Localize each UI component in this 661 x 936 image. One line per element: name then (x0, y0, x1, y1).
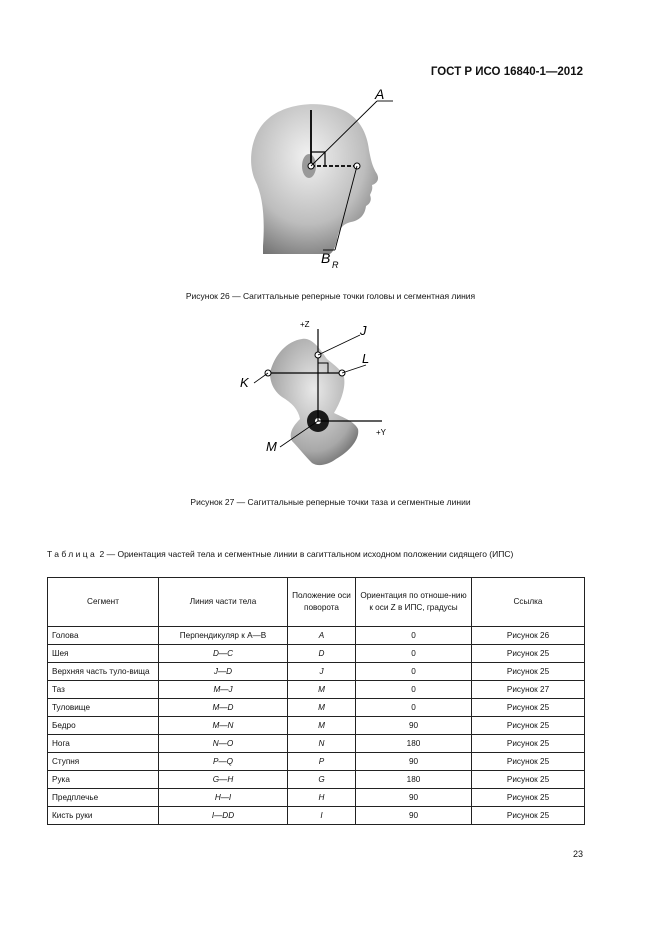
label-b-subscript: R (332, 260, 339, 270)
label-j: J (360, 323, 367, 338)
orientation-table (47, 577, 585, 825)
label-m: M (266, 439, 277, 454)
cell-body-line: N—O (159, 735, 288, 753)
figure-26-head-illustration (225, 88, 415, 270)
axis-z-label: +Z (300, 320, 310, 329)
cell-segment: Предплечье (48, 789, 159, 807)
column-header-pivot-position: Положение оси поворота (288, 578, 356, 627)
cell-segment: Кисть руки (48, 807, 159, 825)
column-header-body-line: Линия части тела (159, 578, 288, 627)
cell-reference: Рисунок 25 (472, 789, 585, 807)
cell-orientation: 0 (356, 627, 472, 645)
table-row (48, 753, 585, 771)
table-row (48, 735, 585, 753)
cell-pivot: M (288, 717, 356, 735)
cell-orientation: 90 (356, 717, 472, 735)
table-row (48, 699, 585, 717)
cell-reference: Рисунок 25 (472, 753, 585, 771)
cell-pivot: M (288, 681, 356, 699)
figure-26-caption: Рисунок 26 — Сагиттальные реперные точки головы и сегментная линия (185, 291, 476, 301)
cell-segment: Верхняя часть туло-вища (48, 663, 159, 681)
table-header-row (48, 578, 585, 627)
cell-pivot: G (288, 771, 356, 789)
cell-pivot: I (288, 807, 356, 825)
cell-body-line: G—H (159, 771, 288, 789)
head-silhouette (251, 104, 378, 254)
cell-segment: Ступня (48, 753, 159, 771)
cell-pivot: M (288, 699, 356, 717)
cell-pivot: P (288, 753, 356, 771)
column-header-reference: Ссылка (472, 578, 585, 627)
cell-reference: Рисунок 25 (472, 771, 585, 789)
cell-segment: Бедро (48, 717, 159, 735)
cell-reference: Рисунок 25 (472, 717, 585, 735)
cell-reference: Рисунок 27 (472, 681, 585, 699)
cell-body-line: P—Q (159, 753, 288, 771)
cell-reference: Рисунок 25 (472, 699, 585, 717)
table-row (48, 645, 585, 663)
cell-segment: Туловище (48, 699, 159, 717)
figure-27-pelvis-illustration (232, 315, 402, 475)
cell-segment: Шея (48, 645, 159, 663)
cell-reference: Рисунок 25 (472, 735, 585, 753)
page-number: 23 (572, 849, 583, 859)
cell-body-line: J—D (159, 663, 288, 681)
table-row (48, 807, 585, 825)
cell-orientation: 90 (356, 753, 472, 771)
cell-body-line: H—I (159, 789, 288, 807)
label-a: A (375, 88, 385, 102)
cell-pivot: J (288, 663, 356, 681)
cell-orientation: 0 (356, 699, 472, 717)
figure-27-caption: Рисунок 27 — Сагиттальные реперные точки таза и сегментные линии (190, 497, 471, 507)
cell-orientation: 180 (356, 771, 472, 789)
cell-segment: Рука (48, 771, 159, 789)
cell-body-line: M—N (159, 717, 288, 735)
table-row (48, 681, 585, 699)
document-header: ГОСТ Р ИСО 16840-1—2012 (430, 66, 583, 78)
table-row (48, 663, 585, 681)
cell-segment: Голова (48, 627, 159, 645)
cell-pivot: H (288, 789, 356, 807)
cell-orientation: 90 (356, 789, 472, 807)
table-row (48, 771, 585, 789)
cell-segment: Таз (48, 681, 159, 699)
cell-orientation: 0 (356, 645, 472, 663)
table-label: Таблица (47, 549, 98, 559)
table-row (48, 789, 585, 807)
axis-y-label: +Y (376, 428, 387, 437)
cell-reference: Рисунок 26 (472, 627, 585, 645)
cell-pivot: N (288, 735, 356, 753)
column-header-orientation: Ориентация по отноше-нию к оси Z в ИПС, градусы (356, 578, 472, 627)
cell-reference: Рисунок 25 (472, 645, 585, 663)
cell-body-line: I—DD (159, 807, 288, 825)
label-l: L (362, 351, 370, 366)
column-header-segment: Сегмент (48, 578, 159, 627)
cell-orientation: 0 (356, 663, 472, 681)
pelvis-silhouette (270, 339, 358, 465)
table-caption (47, 548, 585, 561)
label-k: K (240, 375, 249, 390)
cell-segment: Нога (48, 735, 159, 753)
table-row (48, 627, 585, 645)
table-row (48, 717, 585, 735)
cell-orientation: 180 (356, 735, 472, 753)
label-b: B (321, 250, 331, 266)
cell-body-line: Перпендикуляр к A—B (159, 627, 288, 645)
cell-orientation: 0 (356, 681, 472, 699)
cell-reference: Рисунок 25 (472, 663, 585, 681)
cell-body-line: M—D (159, 699, 288, 717)
cell-pivot: A (288, 627, 356, 645)
cell-pivot: D (288, 645, 356, 663)
table-title: 2 — Ориентация частей тела и сегментные линии в сагиттальном исходном положении сидящего (ИПС) (97, 549, 514, 559)
cell-body-line: M—J (159, 681, 288, 699)
cell-orientation: 90 (356, 807, 472, 825)
cell-body-line: D—C (159, 645, 288, 663)
cell-reference: Рисунок 25 (472, 807, 585, 825)
